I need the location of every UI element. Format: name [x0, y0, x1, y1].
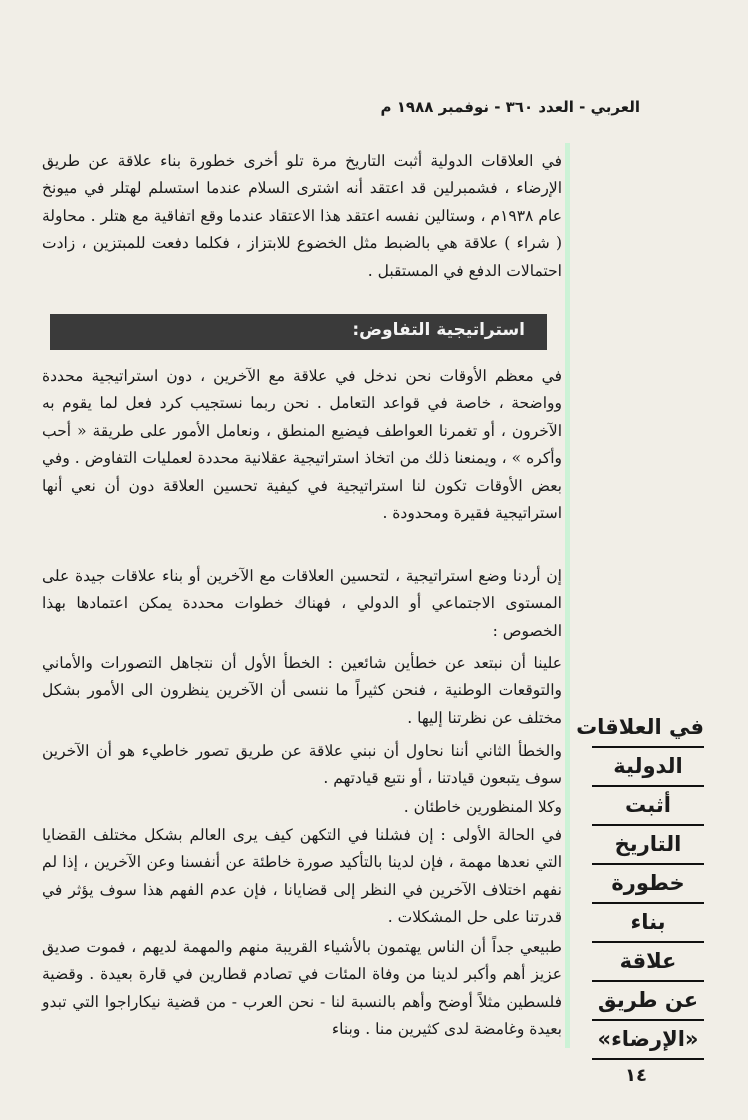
- section-heading: استراتيجية التفاوض:: [352, 320, 525, 340]
- pull-quote: [576, 712, 704, 1063]
- pull-quote-line: علاقة: [592, 946, 704, 982]
- paragraph-3: علينا أن نبتعد عن خطأين شائعين : الخطأ الأول أن نتجاهل التصورات والأماني والتوقعات الوطنية ، فنحن كثيراً ما ننسى أن الآخرين ينظرون الى الأمور بشكل مختلف عن نظرتنا إليها .: [42, 654, 562, 727]
- pull-quote-line: عن طريق: [592, 985, 704, 1021]
- paragraph-1: في معظم الأوقات نحن ندخل في علاقة مع الآخرين ، دون استراتيجية محددة وواضحة ، خاصة في قواعد التعامل . نحن ربما نستجيب كرد فعل لما يقوم به الآخرون ، أو تغمرنا العواطف فيضيع المنطق ، ونعامل الأمور على طريقة « أحب وأكره » ، ويمنعنا ذلك من اتخاذ استراتيجية عقلانية محددة لعمليات التفاوض . وفي بعض الأوقات تكون لنا استراتيجية في كيفية تحسين العلاقة دون أن نعي أنها استراتيجية فقيرة ومحدودة .: [42, 367, 562, 523]
- pull-quote-line: خطورة: [592, 868, 704, 904]
- pull-quote-line: أثبت: [592, 790, 704, 826]
- margin-rule: [565, 143, 570, 1048]
- paragraph-7: طبيعي جداً أن الناس يهتمون بالأشياء القريبة منهم والمهمة لديهم ، فموت صديق عزيز أهم وأكبر لدينا من وفاة المئات في تصادم قطارين في قارة بعيدة . وقضية فلسطين مثلاً أوضح وأهم بالنسبة لنا - نحن العرب - من قضية نيكاراجوا التي تبدو بعيدة وغامضة لدى كثيرين منا . وبناء: [42, 938, 562, 1039]
- pull-quote-line: التاريخ: [592, 829, 704, 865]
- paragraph-2: إن أردنا وضع استراتيجية ، لتحسين العلاقات مع الآخرين أو بناء علاقات جيدة على المستوى الاجتماعي أو الدولي ، فهناك خطوات محددة يمكن اعتمادها بهذا الخصوص :: [42, 567, 562, 640]
- intro-paragraph: في العلاقات الدولية أثبت التاريخ مرة تلو أخرى خطورة بناء علاقة عن طريق الإرضاء ، فشمبرلين قد اعتقد أنه اشترى السلام عندما استسلم لهتلر في ميونخ عام ١٩٣٨م ، وستالين نفسه اعتقد هذا الاعتقاد عندما وقع اتفاقية مع هتلر . محاولة ( شراء ) علاقة هي بالضبط مثل الخضوع للابتزاز ، فكلما دفعت للمبتزين ، زادت احتمالات الدفع في المستقبل .: [42, 152, 562, 280]
- pull-quote-line: بناء: [592, 907, 704, 943]
- page-header: العربي - العدد ٣٦٠ - نوفمبر ١٩٨٨ م: [380, 98, 640, 116]
- paragraph-5: وكلا المنظورين خاطئان .: [403, 798, 562, 816]
- paragraph-6: في الحالة الأولى : إن فشلنا في التكهن كيف يرى العالم بشكل مختلف القضايا التي نعدها مهمة ، فإن لدينا بالتأكيد صورة خاطئة عن أنفسنا وعن الآخرين ، إذا لم نفهم اختلاف الآخرين في النظر إلى قضايانا ، فإن عدم الفهم هذا سوف يؤثر في قدرتنا على حل المشكلات .: [42, 826, 562, 927]
- pull-quote-line: الدولية: [592, 751, 704, 787]
- section-heading-bar: [50, 314, 547, 350]
- pull-quote-line: «الإرضاء»: [592, 1024, 704, 1060]
- pull-quote-line: في العلاقات: [592, 712, 704, 748]
- page-number: ١٤: [625, 1065, 647, 1086]
- paragraph-4: والخطأ الثاني أننا نحاول أن نبني علاقة عن طريق تصور خاطيء هو أن الآخرين سوف يتبعون قيادتنا ، أو نتبع قيادتهم .: [42, 742, 562, 788]
